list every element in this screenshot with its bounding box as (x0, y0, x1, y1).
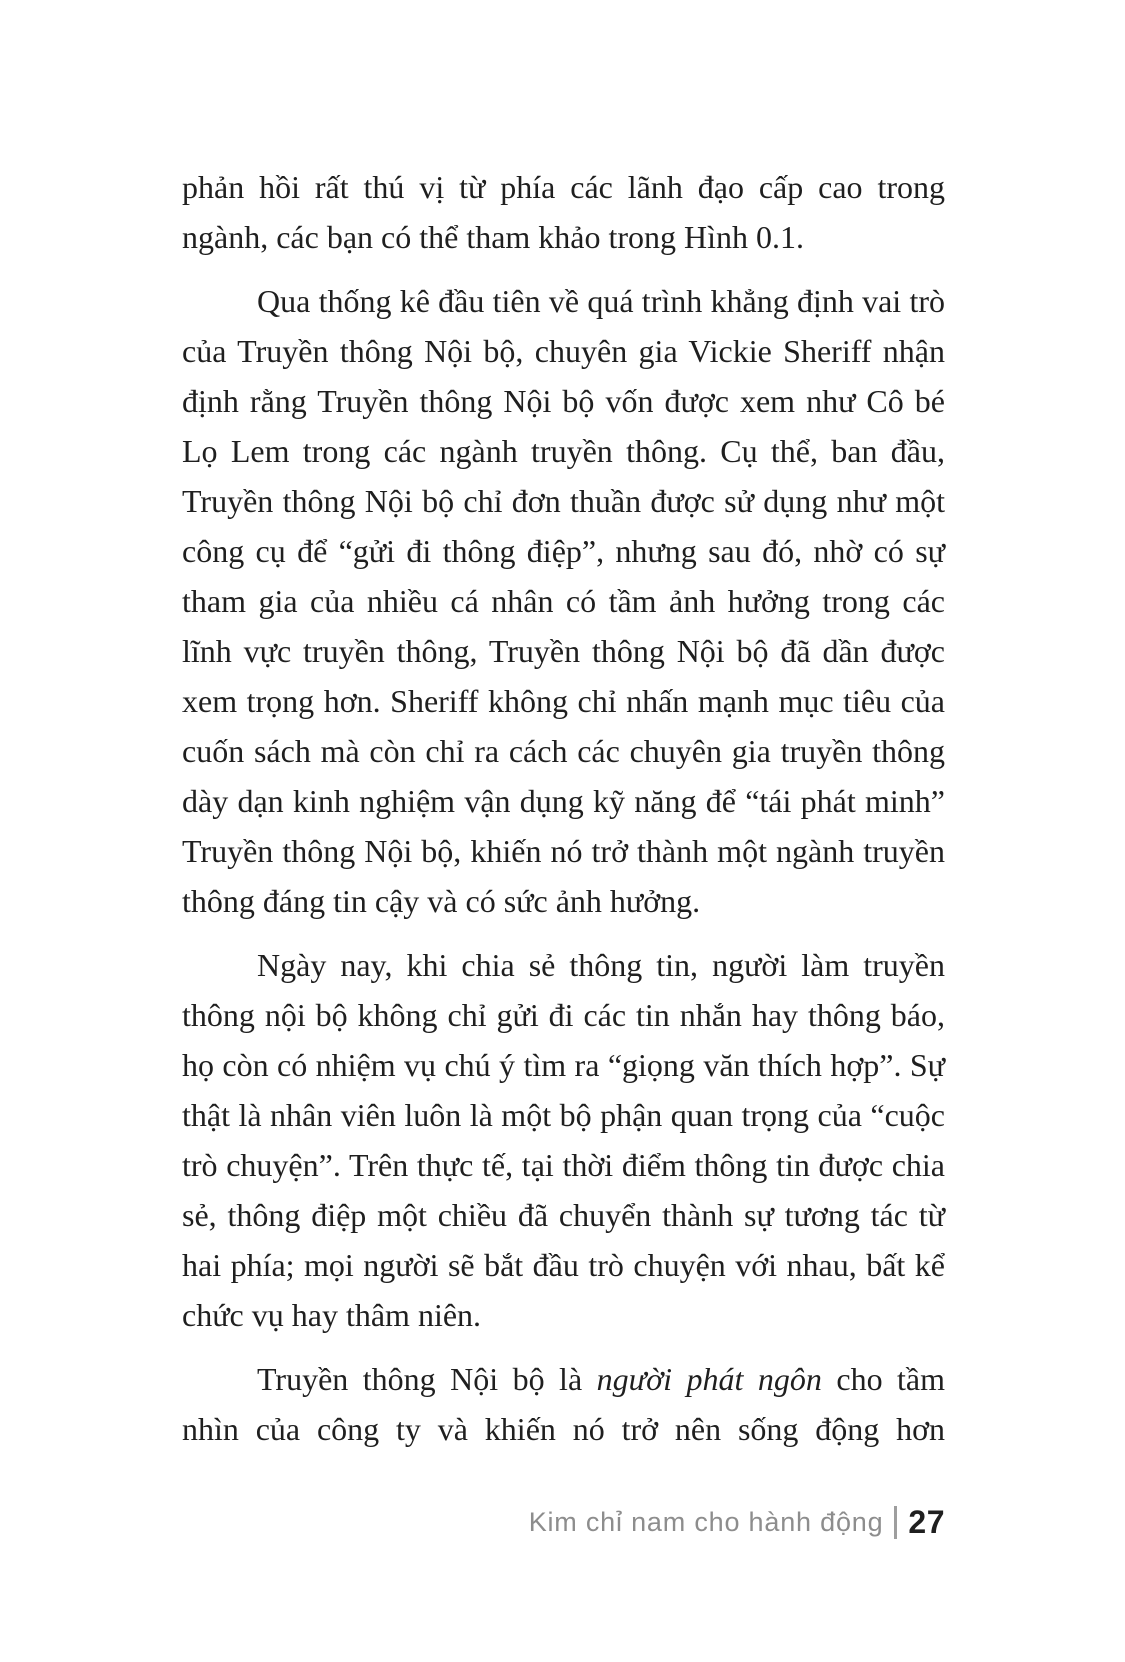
text-line: lĩnh vực truyền thông, Truyền thông Nội bộ đã dần được (182, 633, 945, 669)
text-line: phản hồi rất thú vị từ phía các lãnh đạo cấp cao trong (182, 169, 945, 205)
text-line: họ còn có nhiệm vụ chú ý tìm ra “giọng văn thích hợp”. Sự (182, 1047, 945, 1083)
text-line: Qua thống kê đầu tiên về quá trình khẳng định vai trò (257, 283, 945, 319)
text-line: Ngày nay, khi chia sẻ thông tin, người làm truyền (257, 947, 945, 983)
paragraph-1 (182, 162, 945, 262)
text-line: công cụ để “gửi đi thông điệp”, nhưng sau đó, nhờ có sự (182, 533, 945, 569)
text-line: cuốn sách mà còn chỉ ra cách các chuyên gia truyền thông (182, 733, 945, 769)
text-line: thông nội bộ không chỉ gửi đi các tin nhắn hay thông báo, (182, 997, 945, 1033)
paragraph-3 (182, 940, 945, 1340)
emphasis-phrase: người phát ngôn (596, 1361, 822, 1397)
text-line: xem trọng hơn. Sheriff không chỉ nhấn mạnh mục tiêu của (182, 683, 945, 719)
text-line: Truyền thông Nội bộ, khiến nó trở thành một ngành truyền (182, 833, 945, 869)
text-line (182, 1354, 945, 1404)
text-line: dày dạn kinh nghiệm vận dụng kỹ năng để “tái phát minh” (182, 783, 945, 819)
footer-divider-bar (894, 1506, 897, 1539)
text-line: sẻ, thông điệp một chiều đã chuyển thành sự tương tác từ (182, 1197, 945, 1233)
text-line: định rằng Truyền thông Nội bộ vốn được xem như Cô bé (182, 383, 945, 419)
text-line: hai phía; mọi người sẽ bắt đầu trò chuyện với nhau, bất kể (182, 1247, 945, 1283)
text-line: Truyền thông Nội bộ chỉ đơn thuần được sử dụng như một (182, 483, 945, 519)
paragraph-4 (182, 1354, 945, 1454)
text-line: thật là nhân viên luôn là một bộ phận quan trọng của “cuộc (182, 1097, 945, 1133)
text-line: chức vụ hay thâm niên. (182, 1297, 482, 1333)
text-segment: cho tầm (821, 1361, 946, 1397)
text-line: Lọ Lem trong các ngành truyền thông. Cụ thể, ban đầu, (182, 433, 945, 469)
text-line: nhìn của công ty và khiến nó trở nên sống động hơn (182, 1411, 945, 1447)
text-line: tham gia của nhiều cá nhân có tầm ảnh hưởng trong các (182, 583, 945, 619)
page-footer (529, 1500, 945, 1544)
running-title: Kim chỉ nam cho hành động (528, 1506, 884, 1537)
page-number: 27 (908, 1503, 945, 1540)
paragraph-2 (182, 276, 945, 926)
body-text (182, 162, 945, 1454)
text-line: của Truyền thông Nội bộ, chuyên gia Vickie Sheriff nhận (182, 333, 945, 369)
text-line: trò chuyện”. Trên thực tế, tại thời điểm thông tin được chia (182, 1147, 945, 1183)
text-line: thông đáng tin cậy và có sức ảnh hưởng. (182, 883, 701, 919)
text-line: ngành, các bạn có thể tham khảo trong Hình 0.1. (182, 219, 805, 255)
text-segment: Truyền thông Nội bộ là (257, 1361, 597, 1397)
